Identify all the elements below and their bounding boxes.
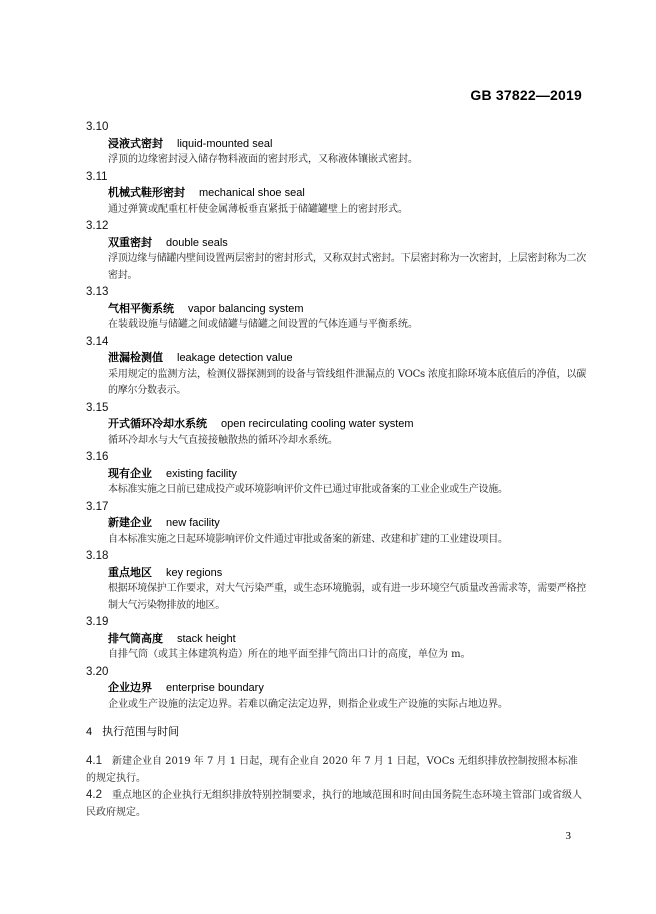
term-en: double seals bbox=[166, 236, 228, 249]
entry-number: 3.18 bbox=[86, 550, 109, 562]
term-zh: 气相平衡系统 bbox=[108, 301, 174, 315]
entry-number: 3.12 bbox=[86, 220, 109, 232]
term-en: stack height bbox=[177, 632, 236, 645]
clause-text: 重点地区的企业执行无组织排放特别控制要求，执行的地域范围和时间由国务院生态环境主管部门或省级人民政府规定。 bbox=[86, 790, 582, 818]
term-en: liquid-mounted seal bbox=[177, 137, 273, 150]
clause-number: 4.2 bbox=[86, 789, 102, 801]
entry-number: 3.10 bbox=[86, 121, 109, 133]
term-zh: 双重密封 bbox=[108, 235, 152, 249]
entry-term bbox=[86, 185, 586, 202]
definition-entry-3-20 bbox=[86, 664, 586, 714]
entry-definition: 本标准实施之日前已建成投产或环境影响评价文件已通过审批或备案的工业企业或生产设施。 bbox=[108, 484, 508, 495]
clause-number: 4.1 bbox=[86, 755, 102, 767]
entry-definition: 根据环境保护工作要求，对大气污染严重，或生态环境脆弱，或有进一步环境空气质量改善需求等，需要严格控制大气污染物排放的地区。 bbox=[108, 583, 586, 611]
term-zh: 泄漏检测值 bbox=[108, 351, 163, 364]
definition-entry-3-18 bbox=[86, 548, 586, 614]
definition-entry-3-11 bbox=[86, 169, 586, 219]
entry-number: 3.11 bbox=[86, 170, 108, 183]
entry-number: 3.19 bbox=[86, 616, 109, 628]
term-en: mechanical shoe seal bbox=[199, 187, 305, 199]
definition-entry-3-17 bbox=[86, 499, 586, 549]
entry-definition: 自本标准实施之日起环境影响评价文件通过审批或备案的新建、改建和扩建的工业建设项目。 bbox=[108, 533, 508, 545]
entry-number: 3.15 bbox=[86, 401, 109, 414]
clause-4-1 bbox=[86, 753, 586, 787]
entry-definition: 在装载设施与储罐之间或储罐与储罐之间设置的气体连通与平衡系统。 bbox=[108, 319, 418, 330]
definition-entry-3-10 bbox=[86, 119, 586, 169]
section-title: 执行范围与时间 bbox=[102, 725, 180, 738]
entry-number: 3.17 bbox=[86, 500, 109, 513]
entry-definition: 通过弹簧或配重杠杆使金属薄板垂直紧抵于储罐罐壁上的密封形式。 bbox=[108, 203, 408, 215]
section-number: 4 bbox=[86, 726, 93, 738]
clause-text: 新建企业自 2019 年 7 月 1 日起，现有企业自 2020 年 7 月 1 日起，VOCs 无组织排放控制按照本标准的规定执行。 bbox=[86, 756, 578, 784]
definition-entry-3-15 bbox=[86, 400, 586, 450]
definition-entry-3-19 bbox=[86, 614, 586, 664]
term-en: enterprise boundary bbox=[166, 682, 264, 694]
term-zh: 开式循环冷却水系统 bbox=[108, 417, 207, 430]
entry-term bbox=[86, 565, 586, 582]
entry-definition: 循环冷却水与大气直接接触散热的循环冷却水系统。 bbox=[108, 434, 338, 446]
entry-term bbox=[86, 136, 586, 153]
term-zh: 企业边界 bbox=[108, 681, 152, 694]
entry-term bbox=[86, 680, 586, 697]
definition-entry-3-13 bbox=[86, 284, 586, 334]
term-en: key regions bbox=[166, 566, 223, 579]
clause-4-2 bbox=[86, 787, 586, 821]
entry-term bbox=[86, 301, 586, 318]
entry-number: 3.16 bbox=[86, 451, 109, 463]
term-zh: 重点地区 bbox=[108, 565, 152, 579]
term-zh: 机械式鞋形密封 bbox=[108, 186, 185, 199]
entry-definition: 采用规定的监测方法，检测仪器探测到的设备与管线组件泄漏点的 VOCs 浓度扣除环境本底值后的净值，以碳的摩尔分数表示。 bbox=[108, 368, 586, 396]
entry-number: 3.20 bbox=[86, 665, 109, 678]
standard-code: GB 37822—2019 bbox=[470, 87, 582, 103]
term-en: open recirculating cooling water system bbox=[221, 418, 414, 430]
entry-term bbox=[86, 235, 586, 252]
term-zh: 浸液式密封 bbox=[108, 136, 163, 150]
entry-term bbox=[86, 416, 586, 433]
entry-definition: 浮顶边缘与储罐内壁间设置两层密封的密封形式，又称双封式密封。下层密封称为一次密封，上层密封称为二次密封。 bbox=[108, 253, 586, 281]
definition-entry-3-14 bbox=[86, 334, 586, 400]
entry-term bbox=[86, 466, 586, 483]
section-heading bbox=[86, 722, 586, 742]
entry-definition: 自排气筒（或其主体建筑构造）所在的地平面至排气筒出口计的高度，单位为 m。 bbox=[108, 649, 471, 660]
entry-term bbox=[86, 350, 586, 367]
document-body bbox=[86, 119, 586, 821]
term-en: vapor balancing system bbox=[188, 302, 304, 315]
definition-entry-3-12 bbox=[86, 218, 586, 284]
definition-entry-3-16 bbox=[86, 449, 586, 499]
entry-term bbox=[86, 631, 586, 648]
entry-definition: 企业或生产设施的法定边界。若难以确定法定边界，则指企业或生产设施的实际占地边界。 bbox=[108, 698, 508, 710]
term-en: leakage detection value bbox=[177, 352, 293, 364]
term-zh: 现有企业 bbox=[108, 466, 152, 480]
entry-number: 3.13 bbox=[86, 286, 109, 298]
term-zh: 新建企业 bbox=[108, 516, 152, 529]
page-number: 3 bbox=[565, 830, 571, 842]
entry-term bbox=[86, 515, 586, 532]
term-en: new facility bbox=[166, 517, 220, 529]
term-en: existing facility bbox=[166, 467, 237, 480]
term-zh: 排气筒高度 bbox=[108, 631, 163, 645]
entry-number: 3.14 bbox=[86, 335, 109, 348]
entry-definition: 浮顶的边缘密封浸入储存物料液面的密封形式，又称液体镶嵌式密封。 bbox=[108, 154, 418, 165]
